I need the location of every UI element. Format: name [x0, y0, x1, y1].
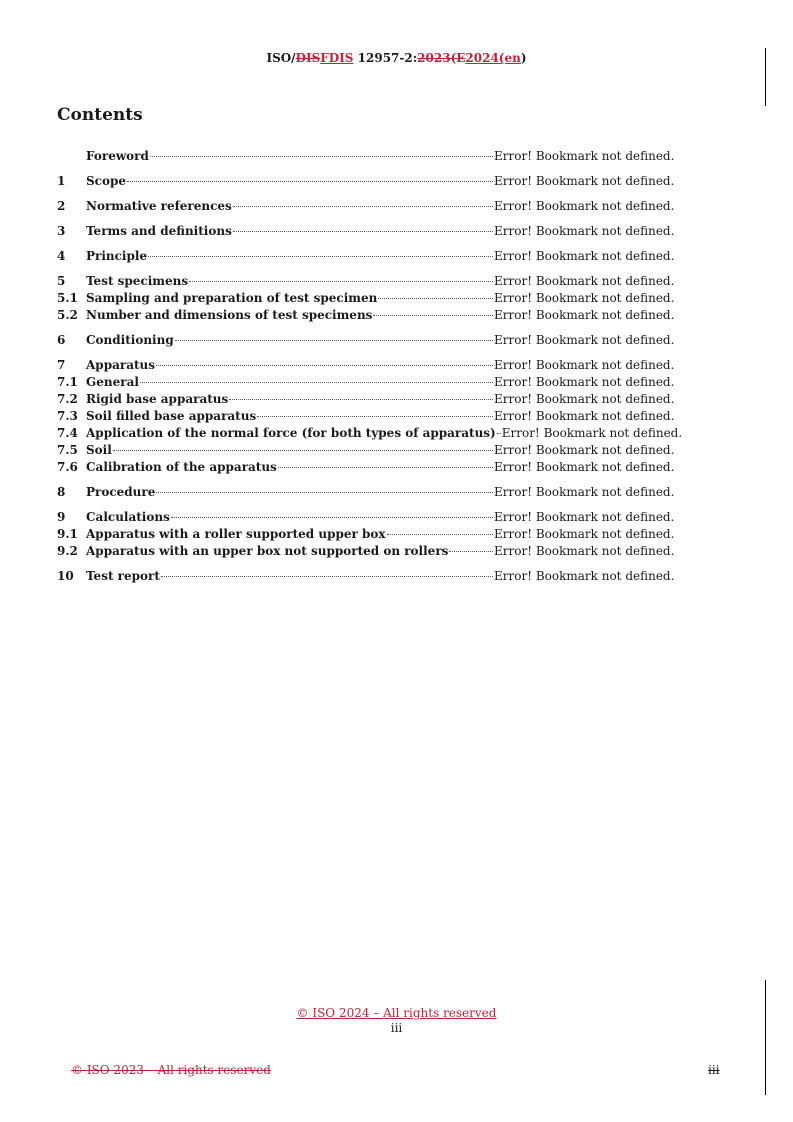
toc-entry-title[interactable]: Apparatus with an upper box not supported on rollers: [86, 544, 449, 558]
toc-group: [57, 198, 679, 215]
toc-leader-dots: [189, 280, 493, 282]
toc-entry-number: 9: [57, 510, 66, 524]
toc-leader-dots: [156, 491, 493, 493]
toc-entry-page-ref: Error! Bookmark not defined.: [494, 249, 675, 263]
toc-entry-page-ref: Error! Bookmark not defined.: [494, 174, 675, 188]
toc-entry-title[interactable]: Test report: [86, 569, 160, 583]
toc-entry-page-ref: Error! Bookmark not defined.: [494, 224, 675, 238]
toc-group: [57, 332, 679, 349]
toc-entry-title[interactable]: Conditioning: [86, 333, 174, 347]
toc-entry[interactable]: [57, 408, 679, 425]
header-inserted-fdis: FDIS: [320, 51, 354, 65]
toc-entry-number: 7.4: [57, 426, 78, 440]
toc-entry-number: 5.1: [57, 291, 78, 305]
header-inserted-year: 2024(en: [465, 51, 521, 65]
toc-entry-number: 7.1: [57, 375, 78, 389]
toc-entry-title[interactable]: Normative references: [86, 199, 232, 213]
toc-entry-number: 9.1: [57, 527, 78, 541]
toc-entry-number: 8: [57, 485, 66, 499]
toc-leader-dots: [175, 339, 493, 341]
toc-entry[interactable]: [57, 307, 679, 324]
toc-entry-number: 6: [57, 333, 66, 347]
header-prefix: ISO/: [266, 51, 296, 65]
toc-entry[interactable]: [57, 248, 679, 265]
toc-leader-dots: [373, 314, 493, 316]
toc-entry[interactable]: [57, 290, 679, 307]
toc-leader-dots: [233, 205, 493, 207]
toc-group: [57, 357, 683, 476]
document-header: [0, 50, 793, 66]
toc-group: [57, 484, 679, 501]
toc-leader-dots: [113, 449, 493, 451]
toc-entry-page-ref: Error! Bookmark not defined.: [494, 291, 675, 305]
toc-entry-title[interactable]: Foreword: [86, 149, 149, 163]
toc-entry-number: 7.5: [57, 443, 78, 457]
toc-entry-title[interactable]: Scope: [86, 174, 127, 188]
toc-entry[interactable]: [57, 374, 679, 391]
toc-group: [57, 509, 679, 560]
toc-entry-page-ref: Error! Bookmark not defined.: [494, 527, 675, 541]
toc-entry[interactable]: [57, 459, 679, 476]
toc-entry-number: 1: [57, 174, 66, 188]
header-deleted-year: 2023(E: [417, 51, 466, 65]
toc-entry-title[interactable]: Apparatus: [86, 358, 155, 372]
footer-copyright-inserted: © ISO 2024 – All rights reserved: [296, 1006, 497, 1020]
toc-entry-page-ref: Error! Bookmark not defined.: [494, 308, 675, 322]
toc-leader-dots: [148, 255, 493, 257]
toc-leader-dots: [278, 466, 493, 468]
toc-group: [57, 568, 679, 585]
toc-group: [57, 273, 679, 324]
toc-group: [57, 223, 679, 240]
toc-entry-number: 4: [57, 249, 66, 263]
toc-entry-page-ref: Error! Bookmark not defined.: [501, 426, 683, 440]
toc-entry[interactable]: [57, 173, 679, 190]
toc-entry-title[interactable]: Calculations: [86, 510, 170, 524]
toc-entry-title[interactable]: Calibration of the apparatus: [86, 460, 277, 474]
toc-entry[interactable]: [57, 223, 679, 240]
toc-entry-title[interactable]: Sampling and preparation of test specimen: [86, 291, 378, 305]
toc-entry-title[interactable]: Principle: [86, 249, 148, 263]
footer-current: [0, 1006, 793, 1036]
header-deleted-dis: DIS: [295, 51, 321, 65]
toc-entry-page-ref: Error! Bookmark not defined.: [494, 375, 675, 389]
toc-entry-number: 5: [57, 274, 66, 288]
toc-entry[interactable]: [57, 509, 679, 526]
toc-entry-page-ref: Error! Bookmark not defined.: [494, 510, 675, 524]
toc-entry-title[interactable]: Procedure: [86, 485, 156, 499]
toc-entry-number: 3: [57, 224, 66, 238]
toc-entry-number: 7.2: [57, 392, 78, 406]
toc-leader-dots: [257, 415, 493, 417]
toc-leader-dots: [156, 364, 493, 366]
toc-entry[interactable]: [57, 442, 679, 459]
toc-leader-dots: [229, 398, 493, 400]
toc-entry-number: 2: [57, 199, 66, 213]
toc-entry-page-ref: Error! Bookmark not defined.: [494, 544, 675, 558]
contents-heading: Contents: [57, 105, 143, 125]
footer-page-number: iii: [390, 1021, 403, 1035]
toc-entry[interactable]: [57, 357, 679, 374]
toc-leader-dots: [233, 230, 493, 232]
toc-entry-number: 9.2: [57, 544, 78, 558]
toc-entry[interactable]: [57, 543, 679, 560]
toc-entry-title[interactable]: Soil filled base apparatus: [86, 409, 257, 423]
table-of-contents: [57, 148, 683, 593]
change-bar-bottom: [765, 980, 766, 1095]
toc-entry-title[interactable]: Soil: [86, 443, 112, 457]
toc-leader-dots: [171, 516, 493, 518]
toc-entry-title[interactable]: Terms and definitions: [86, 224, 232, 238]
toc-entry-page-ref: Error! Bookmark not defined.: [494, 149, 675, 163]
toc-leader-dots: [127, 180, 493, 182]
toc-group: [57, 248, 679, 265]
toc-entry-title[interactable]: Test specimens: [86, 274, 189, 288]
toc-entry[interactable]: [57, 273, 679, 290]
toc-leader-dots: [497, 432, 501, 434]
toc-entry-page-ref: Error! Bookmark not defined.: [494, 409, 675, 423]
toc-entry-title[interactable]: General: [86, 375, 139, 389]
toc-entry-number: 10: [57, 569, 74, 583]
toc-group: [57, 148, 679, 165]
toc-entry-number: 7.3: [57, 409, 78, 423]
toc-entry-page-ref: Error! Bookmark not defined.: [494, 274, 675, 288]
toc-entry[interactable]: [57, 198, 679, 215]
toc-leader-dots: [150, 155, 493, 157]
toc-entry[interactable]: [57, 148, 679, 165]
toc-entry-page-ref: Error! Bookmark not defined.: [494, 443, 675, 457]
toc-entry-number: 5.2: [57, 308, 78, 322]
toc-entry[interactable]: [57, 391, 679, 408]
toc-entry-page-ref: Error! Bookmark not defined.: [494, 358, 675, 372]
toc-entry-title[interactable]: Number and dimensions of test specimens: [86, 308, 373, 322]
toc-entry-page-ref: Error! Bookmark not defined.: [494, 333, 675, 347]
toc-leader-dots: [387, 533, 493, 535]
footer-page-number-deleted: iii: [708, 1063, 720, 1077]
toc-leader-dots: [161, 575, 493, 577]
toc-entry-title[interactable]: Application of the normal force (for both types of apparatus): [86, 426, 496, 440]
toc-entry-title[interactable]: Rigid base apparatus: [86, 392, 229, 406]
toc-entry-page-ref: Error! Bookmark not defined.: [494, 485, 675, 499]
footer-copyright-deleted: © ISO 2023 – All rights reserved: [71, 1063, 271, 1077]
toc-entry-number: 7.6: [57, 460, 78, 474]
toc-entry-page-ref: Error! Bookmark not defined.: [494, 199, 675, 213]
toc-entry-page-ref: Error! Bookmark not defined.: [494, 569, 675, 583]
toc-entry-title[interactable]: Apparatus with a roller supported upper box: [86, 527, 386, 541]
toc-entry-page-ref: Error! Bookmark not defined.: [494, 460, 675, 474]
toc-entry-page-ref: Error! Bookmark not defined.: [494, 392, 675, 406]
toc-entry[interactable]: [57, 484, 679, 501]
header-suffix: ): [520, 51, 527, 65]
toc-entry-number: 7: [57, 358, 66, 372]
toc-leader-dots: [449, 550, 493, 552]
toc-entry[interactable]: [57, 568, 679, 585]
toc-entry[interactable]: [57, 425, 683, 442]
toc-entry[interactable]: [57, 526, 679, 543]
toc-leader-dots: [378, 297, 493, 299]
header-number: 12957-2:: [353, 51, 418, 65]
toc-leader-dots: [140, 381, 493, 383]
toc-entry[interactable]: [57, 332, 679, 349]
toc-group: [57, 173, 679, 190]
